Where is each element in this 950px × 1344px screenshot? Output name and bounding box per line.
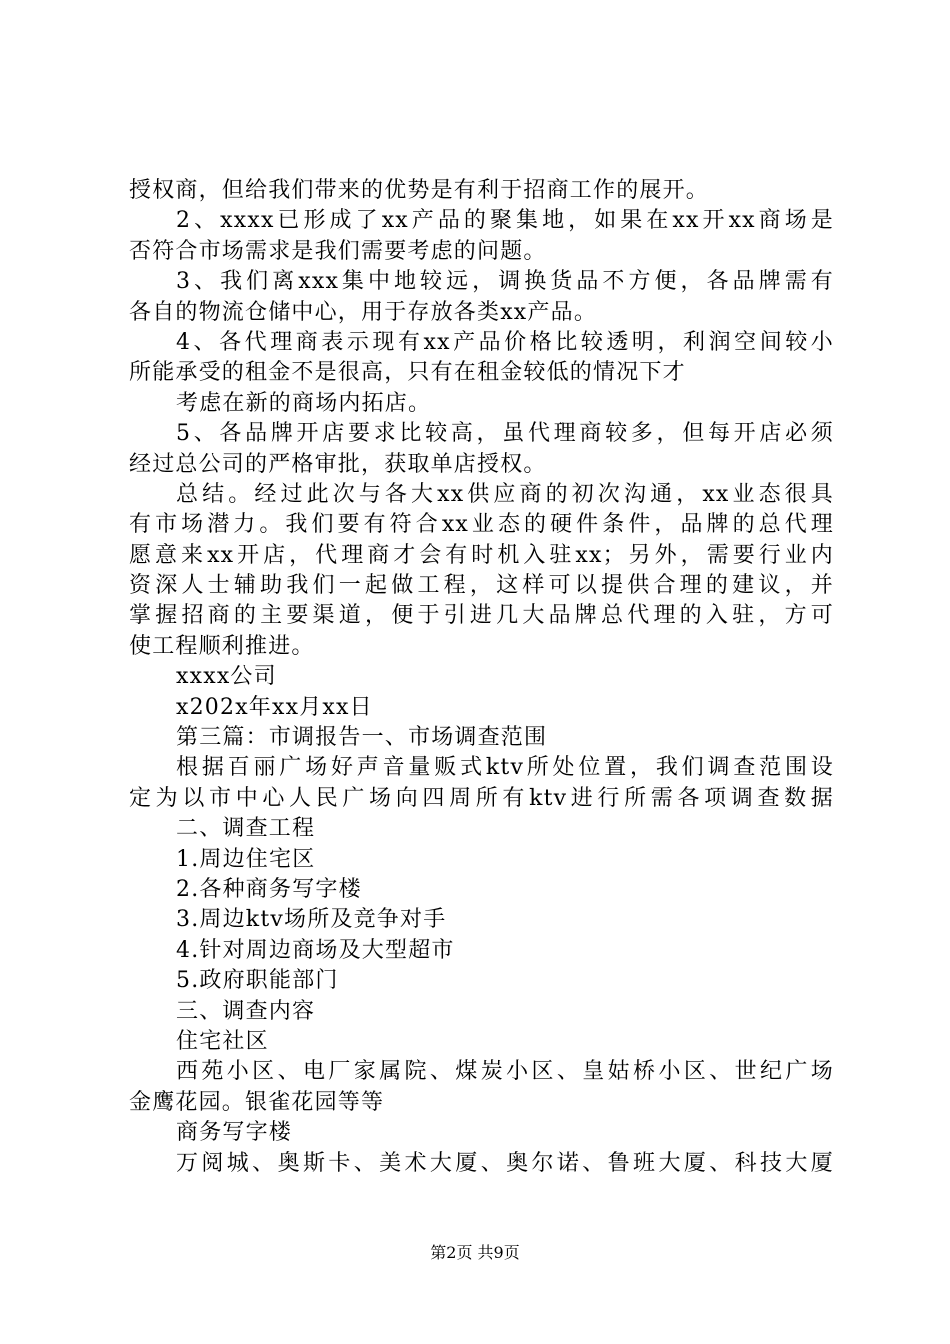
text-line: 西苑小区、电厂家属院、煤炭小区、皇姑桥小区、世纪广场 bbox=[176, 1059, 834, 1085]
text-line: 金鹰花园。银雀花园等等 bbox=[129, 1089, 385, 1115]
text-line: 住宅社区 bbox=[176, 1028, 269, 1054]
text-line: 定为以市中心人民广场向四周所有ktv进行所需各项调查数据 bbox=[129, 785, 834, 811]
text-line: 根据百丽广场好声音量贩式ktv所处位置，我们调查范围设 bbox=[176, 755, 834, 781]
text-line: 掌握招商的主要渠道，便于引进几大品牌总代理的入驻，方可 bbox=[129, 603, 834, 629]
text-line: 三、调查内容 bbox=[176, 998, 316, 1024]
text-line: 否符合市场需求是我们需要考虑的问题。 bbox=[129, 238, 547, 264]
text-line: 第三篇：市调报告一、市场调查范围 bbox=[176, 725, 548, 751]
text-line: x202x年xx月xx日 bbox=[176, 694, 373, 720]
text-line: 万阅城、奥斯卡、美术大厦、奥尔诺、鲁班大厦、科技大厦 bbox=[176, 1150, 834, 1176]
text-line: 商务写字楼 bbox=[176, 1120, 293, 1146]
text-line: 愿意来xx开店，代理商才会有时机入驻xx；另外，需要行业内 bbox=[129, 542, 834, 568]
text-line: 5.政府职能部门 bbox=[176, 968, 339, 994]
text-line: 有市场潜力。我们要有符合xx业态的硬件条件，品牌的总代理 bbox=[129, 512, 834, 538]
text-line: 各自的物流仓储中心，用于存放各类xx产品。 bbox=[129, 299, 598, 325]
text-line: 3.周边ktv场所及竞争对手 bbox=[176, 907, 447, 933]
text-line: 经过总公司的严格审批，获取单店授权。 bbox=[129, 451, 547, 477]
text-line: 2、xxxx已形成了xx产品的聚集地，如果在xx开xx商场是 bbox=[176, 208, 834, 234]
text-line: 5、各品牌开店要求比较高，虽代理商较多，但每开店必须 bbox=[176, 421, 834, 447]
text-line: 二、调查工程 bbox=[176, 816, 316, 842]
text-line: 总结。经过此次与各大xx供应商的初次沟通，xx业态很具 bbox=[176, 481, 834, 507]
text-line: 4、各代理商表示现有xx产品价格比较透明，利润空间较小 bbox=[176, 329, 834, 355]
text-line: 资深人士辅助我们一起做工程，这样可以提供合理的建议，并 bbox=[129, 573, 834, 599]
text-line: 3、我们离xxx集中地较远，调换货品不方便，各品牌需有 bbox=[176, 269, 834, 295]
text-line: 所能承受的租金不是很高，只有在租金较低的情况下才 bbox=[129, 360, 686, 386]
text-line: 授权商，但给我们带来的优势是有利于招商工作的展开。 bbox=[129, 178, 710, 203]
text-line: 2.各种商务写字楼 bbox=[176, 876, 362, 902]
document-body bbox=[129, 176, 834, 1179]
page-footer: 第2页 共9页 bbox=[430, 1243, 520, 1262]
text-line: xxxx公司 bbox=[176, 664, 277, 690]
text-line: 4.针对周边商场及大型超市 bbox=[176, 937, 455, 963]
text-line: 考虑在新的商场内拓店。 bbox=[176, 390, 432, 416]
text-line: 1.周边住宅区 bbox=[176, 846, 316, 872]
text-line: 使工程顺利推进。 bbox=[129, 633, 315, 659]
